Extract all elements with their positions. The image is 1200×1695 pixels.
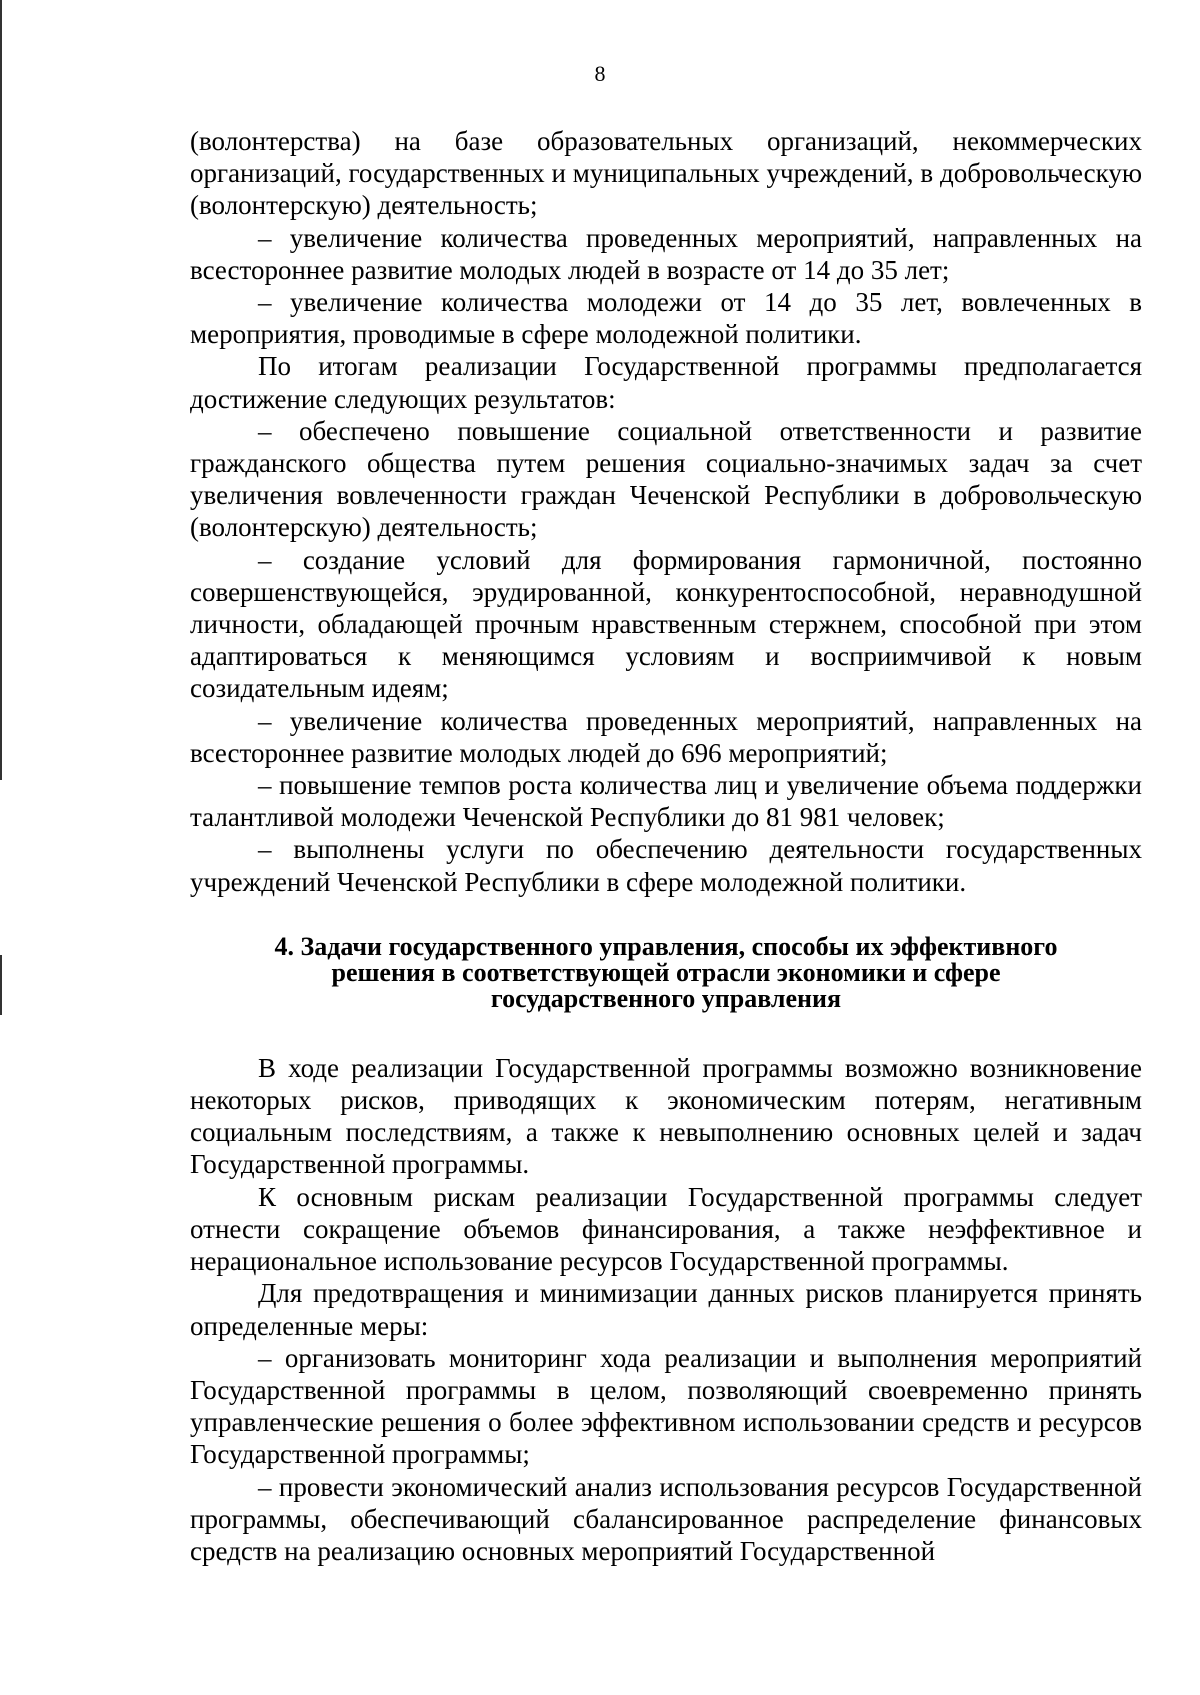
list-item: – организовать мониторинг хода реализации и выполнения мероприятий Государственной программы в целом, позволяющий своевременно принять управленческие решения о более эффективном использовании средств и ресурсов Государственной программы;: [190, 1342, 1142, 1470]
paragraph: (волонтерства) на базе образовательных организаций, некоммерческих организаций, государственных и муниципальных учреждений, в добровольческую (волонтерскую) деятельность;: [190, 126, 1142, 221]
document-body: [190, 125, 1142, 1567]
paragraph: Для предотвращения и минимизации данных рисков планируется принять определенные меры:: [190, 1278, 1142, 1341]
list-item: – увеличение количества проведенных мероприятий, направленных на всестороннее развитие молодых людей до 696 мероприятий;: [190, 705, 1142, 768]
list-item: – обеспечено повышение социальной ответственности и развитие гражданского общества путем решения социально-значимых задач за счет увеличения вовлеченности граждан Чеченской Республики в добровольческую (волонтерскую) деятельность;: [190, 415, 1142, 543]
list-item: – провести экономический анализ использования ресурсов Государственной программы, обеспечивающий сбалансированное распределение финансовых средств на реализацию основных мероприятий Государственной: [190, 1471, 1142, 1566]
paragraph: К основным рискам реализации Государственной программы следует отнести сокращение объемов финансирования, а также неэффективное и нерациональное использование ресурсов Государственной программы.: [190, 1181, 1142, 1277]
paragraph: В ходе реализации Государственной программы возможно возникновение некоторых рисков, приводящих к экономическим потерям, негативным социальным последствиям, а также к невыполнению основных целей и задач Государственной программы.: [190, 1052, 1142, 1180]
list-item: – выполнены услуги по обеспечению деятельности государственных учреждений Чеченской Республики в сфере молодежной политики.: [190, 834, 1142, 897]
list-item: – увеличение количества проведенных мероприятий, направленных на всестороннее развитие молодых людей в возрасте от 14 до 35 лет;: [190, 222, 1142, 285]
list-item: – повышение темпов роста количества лиц и увеличение объема поддержки талантливой молодежи Чеченской Республики до 81 981 человек;: [190, 770, 1142, 833]
scan-edge-line: [0, 955, 2, 1015]
paragraph: По итогам реализации Государственной программы предполагается достижение следующих результатов:: [190, 351, 1142, 414]
list-item: – создание условий для формирования гармоничной, постоянно совершенствующейся, эрудированной, конкурентоспособной, неравнодушной личности, обладающей прочным нравственным стержнем, способной при этом адаптироваться к меняющимся условиям и восприимчивой к новым созидательным идеям;: [190, 544, 1142, 704]
list-item: – увеличение количества молодежи от 14 до 35 лет, вовлеченных в мероприятия, проводимые в сфере молодежной политики.: [190, 287, 1142, 350]
section-heading: 4. Задачи государственного управления, способы их эффективного решения в соответствующей отрасли экономики и сфере государственного управления: [274, 931, 1058, 1013]
page-number: 8: [594, 61, 606, 86]
scan-edge-line: [0, 0, 2, 780]
